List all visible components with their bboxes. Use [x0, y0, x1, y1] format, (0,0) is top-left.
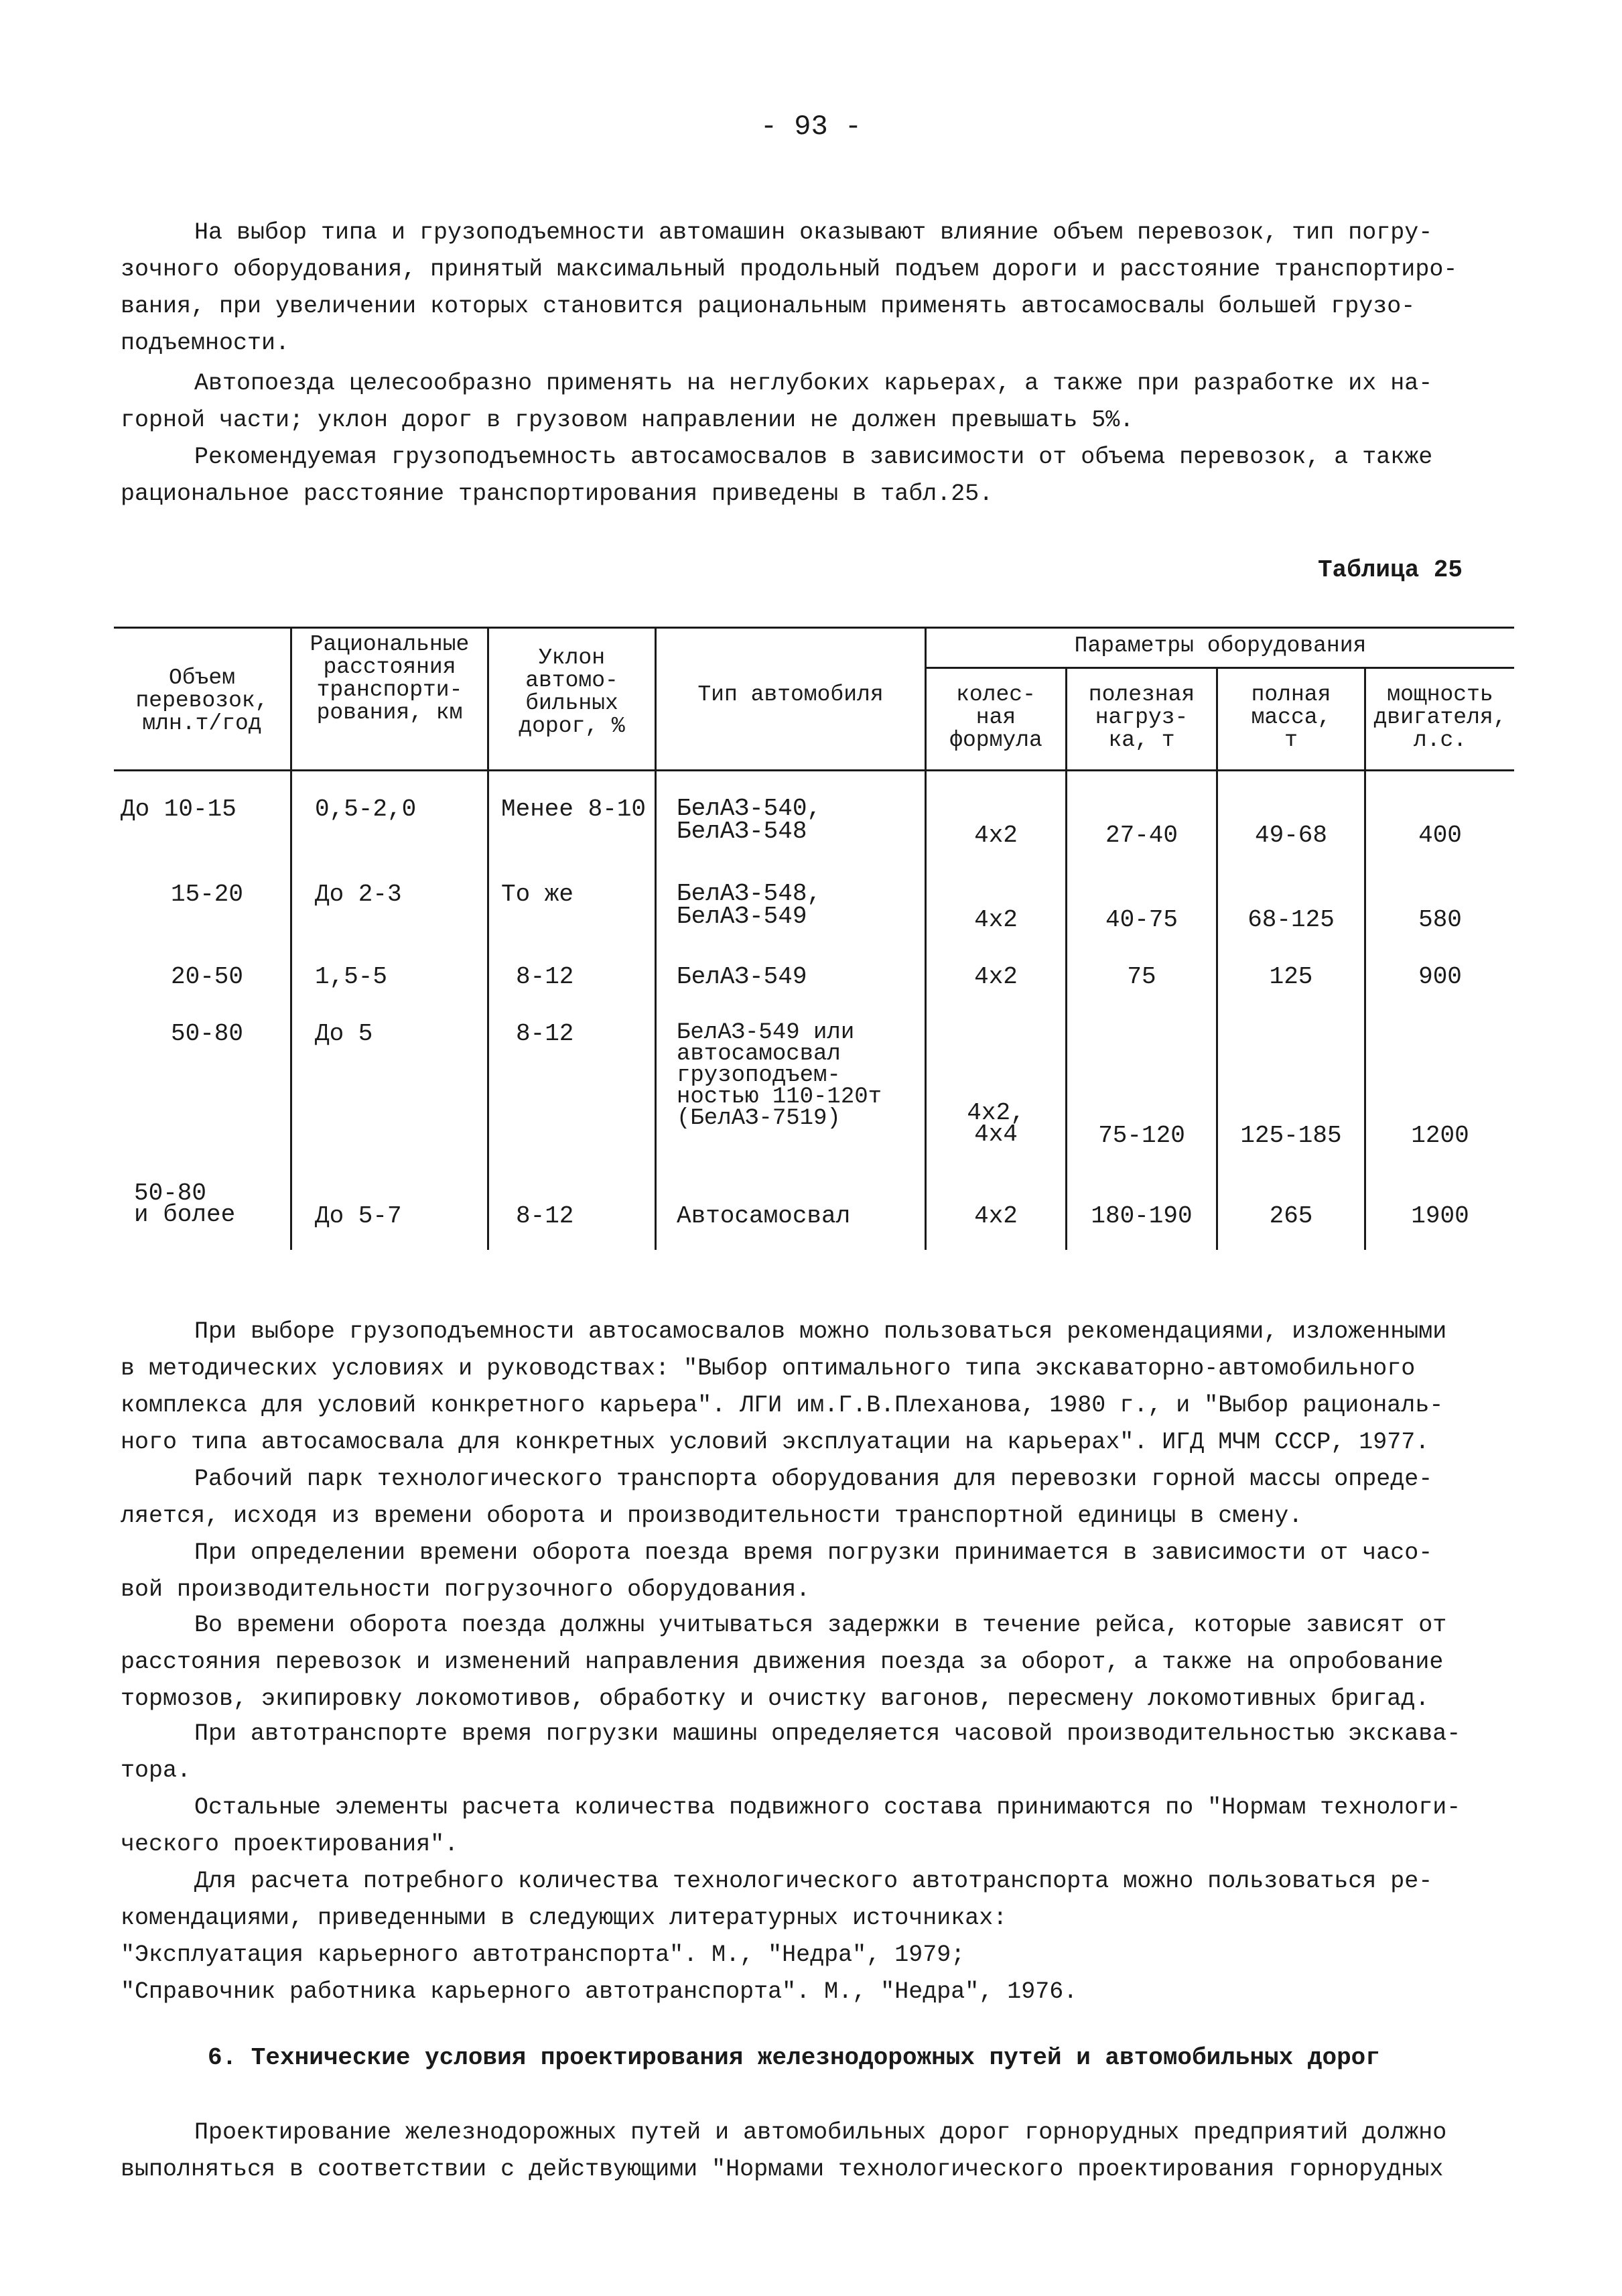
body-paragraph-4: [121, 1607, 1494, 1718]
text-line: Для расчета потребного количества технологического автотранспорта можно пользоваться ре-: [194, 1868, 1433, 1895]
header-gross-mass: полная масса, т: [1251, 682, 1331, 753]
cell-vehicle: БелАЗ-549: [677, 963, 807, 991]
text-line: Проектирование железнодорожных путей и автомобильных дорог горнорудных предприятий должно: [194, 2119, 1447, 2146]
cell-distance: 1,5-5: [315, 963, 388, 991]
body-paragraph-2: [121, 1461, 1494, 1535]
cell-slope: То же: [501, 881, 574, 908]
header-engine-power: мощность двигателя, л.с.: [1373, 682, 1507, 753]
col-divider: [1216, 667, 1218, 1250]
cell-volume: 50-80: [171, 1020, 244, 1047]
cell-payload: 27-40: [1105, 822, 1178, 849]
cell-distance: До 2-3: [315, 881, 402, 908]
cell-payload: 75: [1127, 963, 1156, 991]
text-line: комендациями, приведенными в следующих литературных источниках:: [121, 1905, 1008, 1931]
table-top-rule: [114, 627, 1514, 629]
body-paragraph-3: [121, 1535, 1494, 1608]
text-line: тормозов, экипировку локомотивов, обработку и очистку вагонов, пересмену локомотивных бригад.: [121, 1685, 1430, 1712]
cell-vehicle: БелАЗ-548, БелАЗ-549: [677, 880, 822, 930]
header-payload: полезная нагруз- ка, т: [1088, 682, 1195, 753]
col-divider: [1065, 667, 1067, 1250]
cell-mass: 125: [1269, 963, 1313, 991]
cell-slope: Менее 8-10: [501, 795, 647, 823]
cell-distance: До 5: [315, 1020, 373, 1047]
text-line: подъемности.: [121, 330, 290, 357]
cell-wheel: 4х2: [974, 963, 1018, 991]
cell-distance: 0,5-2,0: [315, 795, 417, 823]
table-caption: Таблица 25: [1317, 556, 1463, 584]
section-heading: 6. Технические условия проектирования железнодорожных путей и автомобильных дорог: [208, 2044, 1380, 2071]
intro-paragraph-2: [121, 365, 1494, 439]
text-line: Рабочий парк технологического транспорта оборудования для перевозки горной массы опреде-: [194, 1466, 1433, 1492]
cell-volume: 20-50: [171, 963, 244, 991]
header-wheel-formula: колес- ная формула: [949, 682, 1042, 753]
text-line: рациональное расстояние транспортирования приведены в табл.25.: [121, 481, 994, 507]
cell-mass: 49-68: [1254, 822, 1328, 849]
text-line: "Справочник работника карьерного автотранспорта". М., "Недра", 1976.: [121, 1978, 1078, 2005]
header-volume: Объем перевозок, млн.т/год: [135, 665, 269, 736]
text-line: Автопоезда целесообразно применять на неглубоких карьерах, а также при разработке их на-: [194, 370, 1433, 397]
cell-distance: До 5-7: [315, 1202, 402, 1230]
col-divider: [655, 627, 657, 1250]
text-line: Во времени оборота поезда должны учитываться задержки в течение рейса, которые зависят от: [194, 1612, 1447, 1639]
body-paragraph-7: [121, 1863, 1494, 2011]
cell-slope: 8-12: [516, 1202, 574, 1230]
text-line: зочного оборудования, принятый максимальный продольный подъем дороги и расстояние транспортиро-: [121, 256, 1458, 283]
text-line: ного типа автосамосвала для конкретных условий эксплуатации на карьерах". ИГД МЧМ СССР, 1977.: [121, 1429, 1430, 1456]
text-line: ляется, исходя из времени оборота и производительности транспортной единицы в смену.: [121, 1503, 1303, 1529]
section-paragraph-1: [121, 2114, 1494, 2188]
cell-wheel: 4х2: [974, 1202, 1018, 1230]
text-line: вой производительности погрузочного оборудования.: [121, 1576, 811, 1603]
body-paragraph-1: [121, 1314, 1494, 1461]
body-paragraph-5: [121, 1716, 1494, 1789]
text-line: тора.: [121, 1757, 192, 1784]
header-bottom-rule: [114, 769, 1514, 771]
intro-paragraph-3: [121, 439, 1494, 513]
cell-slope: 8-12: [516, 963, 574, 991]
cell-volume: До 10-15: [121, 795, 236, 823]
cell-wheel: 4х2: [974, 906, 1018, 934]
cell-power: 1200: [1411, 1122, 1469, 1149]
cell-payload: 75-120: [1098, 1122, 1185, 1149]
text-line: комплекса для условий конкретного карьера". ЛГИ им.Г.В.Плеханова, 1980 г., и "Выбор рациональ-: [121, 1392, 1444, 1419]
cell-wheel: 4х2: [974, 822, 1018, 849]
header-slope: Уклон автомо- бильных дорог, %: [519, 645, 625, 739]
header-vehicle-type: Тип автомобиля: [697, 682, 884, 707]
text-line: вания, при увеличении которых становится рациональным применять автосамосвалы большей грузо-: [121, 293, 1416, 320]
text-line: в методических условиях и руководствах: "Выбор оптимального типа экскаваторно-автомобильного: [121, 1355, 1416, 1382]
cell-payload: 180-190: [1091, 1202, 1193, 1230]
equipment-table: [114, 627, 1514, 1250]
header-distance: Рациональные расстояния транспорти- рования, км: [310, 632, 470, 725]
cell-volume: 50-80 и более: [134, 1179, 236, 1228]
cell-power: 580: [1418, 906, 1462, 934]
cell-volume: 15-20: [171, 881, 244, 908]
text-line: При выборе грузоподъемности автосамосвалов можно пользоваться рекомендациями, изложенными: [194, 1318, 1447, 1345]
cell-power: 1900: [1411, 1202, 1469, 1230]
cell-wheel: 4х2, 4х4: [967, 1099, 1025, 1148]
text-line: горной части; уклон дорог в грузовом направлении не должен превышать 5%.: [121, 407, 1134, 434]
intro-paragraph-1: [121, 214, 1494, 362]
col-divider: [1364, 667, 1366, 1250]
cell-payload: 40-75: [1105, 906, 1178, 934]
page-number: - 93 -: [760, 111, 862, 143]
cell-vehicle: БелАЗ-540, БелАЗ-548: [677, 795, 822, 845]
cell-power: 900: [1418, 963, 1462, 991]
cell-mass: 265: [1269, 1202, 1313, 1230]
body-paragraph-6: [121, 1789, 1494, 1863]
text-line: ческого проектирования".: [121, 1831, 459, 1858]
cell-power: 400: [1418, 822, 1462, 849]
text-line: "Эксплуатация карьерного автотранспорта". М., "Недра", 1979;: [121, 1941, 965, 1968]
cell-vehicle: БелАЗ-549 или автосамосвал грузоподъем- ностью 110-120т (БелАЗ-7519): [677, 1020, 882, 1131]
text-line: При определении времени оборота поезда время погрузки принимается в зависимости от часо-: [194, 1539, 1433, 1566]
text-line: расстояния перевозок и изменений направления движения поезда за оборот, а также на опробование: [121, 1649, 1444, 1675]
cell-mass: 125-185: [1240, 1122, 1342, 1149]
cell-slope: 8-12: [516, 1020, 574, 1047]
text-line: На выбор типа и грузоподъемности автомашин оказывают влияние объем перевозок, тип погру-: [194, 219, 1433, 246]
text-line: Рекомендуемая грузоподъемность автосамосвалов в зависимости от объема перевозок, а также: [194, 444, 1433, 470]
text-line: выполняться в соответствии с действующими "Нормами технологического проектирования горнорудных: [121, 2156, 1444, 2183]
text-line: Остальные элементы расчета количества подвижного состава принимаются по "Нормам технологи-: [194, 1794, 1461, 1821]
cell-mass: 68-125: [1247, 906, 1335, 934]
cell-vehicle: Автосамосвал: [677, 1202, 851, 1230]
params-group-rule: [925, 667, 1514, 669]
header-params-group: Параметры оборудования: [1074, 633, 1367, 658]
text-line: При автотранспорте время погрузки машины определяется часовой производительностью экскава-: [194, 1720, 1461, 1747]
